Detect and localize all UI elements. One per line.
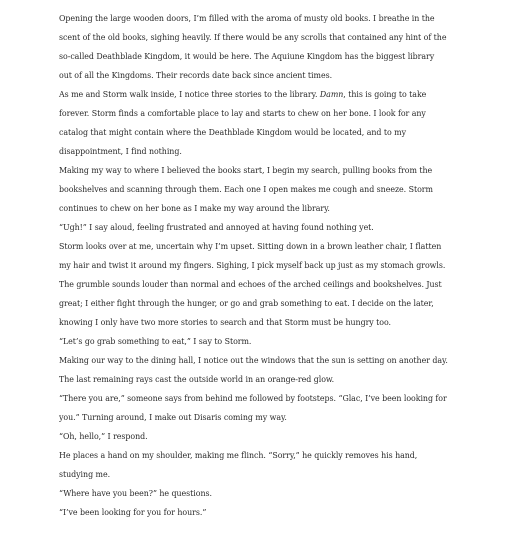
paragraph-text: Making my way to where I believed the books start, I begin my search, pulling books from the bookshelves and scanning through them. Each one I open makes me cough and sneeze. Storm continues to chew on her bone as I make my way around the library. <box>59 166 433 213</box>
paragraph-ugh <box>59 218 449 237</box>
paragraph-opening-doors <box>59 9 449 85</box>
paragraph-shoulder <box>59 446 449 484</box>
paragraph-looking-for-hours <box>59 503 449 522</box>
paragraph-text: As me and Storm walk inside, I notice three stories to the library. <box>59 90 320 99</box>
paragraph-dining-hall <box>59 351 449 389</box>
paragraph-text: Storm looks over at me, uncertain why I’m upset. Sitting down in a brown leather chair, I flatten my hair and twist it around my fingers. Sighing, I pick myself back up just as my stomach growls. The grumble sounds louder than normal and echoes of the arched ceilings and bookshelves. Just great; I either fight through the hunger, or go and grab something to eat. I decide on the later, knowing I only have two more stories to search and that Storm must be hungry too. <box>59 242 446 327</box>
paragraph-text: “There you are,” someone says from behind me followed by footsteps. “Glac, I’ve been looking for you.” Turning around, I make out Disaris coming my way. <box>59 394 447 422</box>
paragraph-text: He places a hand on my shoulder, making me flinch. “Sorry,” he quickly removes his hand, studying me. <box>59 451 418 479</box>
paragraph-there-you-are <box>59 389 449 427</box>
paragraph-hungry <box>59 237 449 332</box>
paragraph-grab-food <box>59 332 449 351</box>
paragraph-oh-hello <box>59 427 449 446</box>
paragraph-text: “Ugh!” I say aloud, feeling frustrated and annoyed at having found nothing yet. <box>59 223 374 232</box>
paragraph-text: “Where have you been?” he questions. <box>59 489 212 498</box>
paragraph-search-books <box>59 161 449 218</box>
paragraph-where-have-you-been <box>59 484 449 503</box>
paragraph-text: , this is going to take forever. Storm finds a comfortable place to lay and starts to chew on her bone. I look for any catalog that might contain where the Deathblade Kingdom would be located, and to my disappointment, I find nothing. <box>59 90 427 156</box>
paragraph-library-stories <box>59 85 449 161</box>
paragraph-text: “Oh, hello,” I respond. <box>59 432 148 441</box>
italic-emphasis: Damn <box>319 90 344 99</box>
paragraph-text: “I’ve been looking for you for hours.” <box>59 508 207 517</box>
paragraph-text: Opening the large wooden doors, I’m filled with the aroma of musty old books. I breathe in the scent of the old books, sighing heavily. If there would be any scrolls that contained any hint of the so-called Deathblade Kingdom, it would be here. The Aquiune Kingdom has the biggest library out of all the Kingdoms. Their records date back since ancient times. <box>59 14 447 80</box>
paragraph-text: Making our way to the dining hall, I notice out the windows that the sun is setting on another day. The last remaining rays cast the outside world in an orange-red glow. <box>59 356 448 384</box>
document-page <box>59 9 449 522</box>
paragraph-text: “Let’s go grab something to eat,” I say to Storm. <box>59 337 252 346</box>
